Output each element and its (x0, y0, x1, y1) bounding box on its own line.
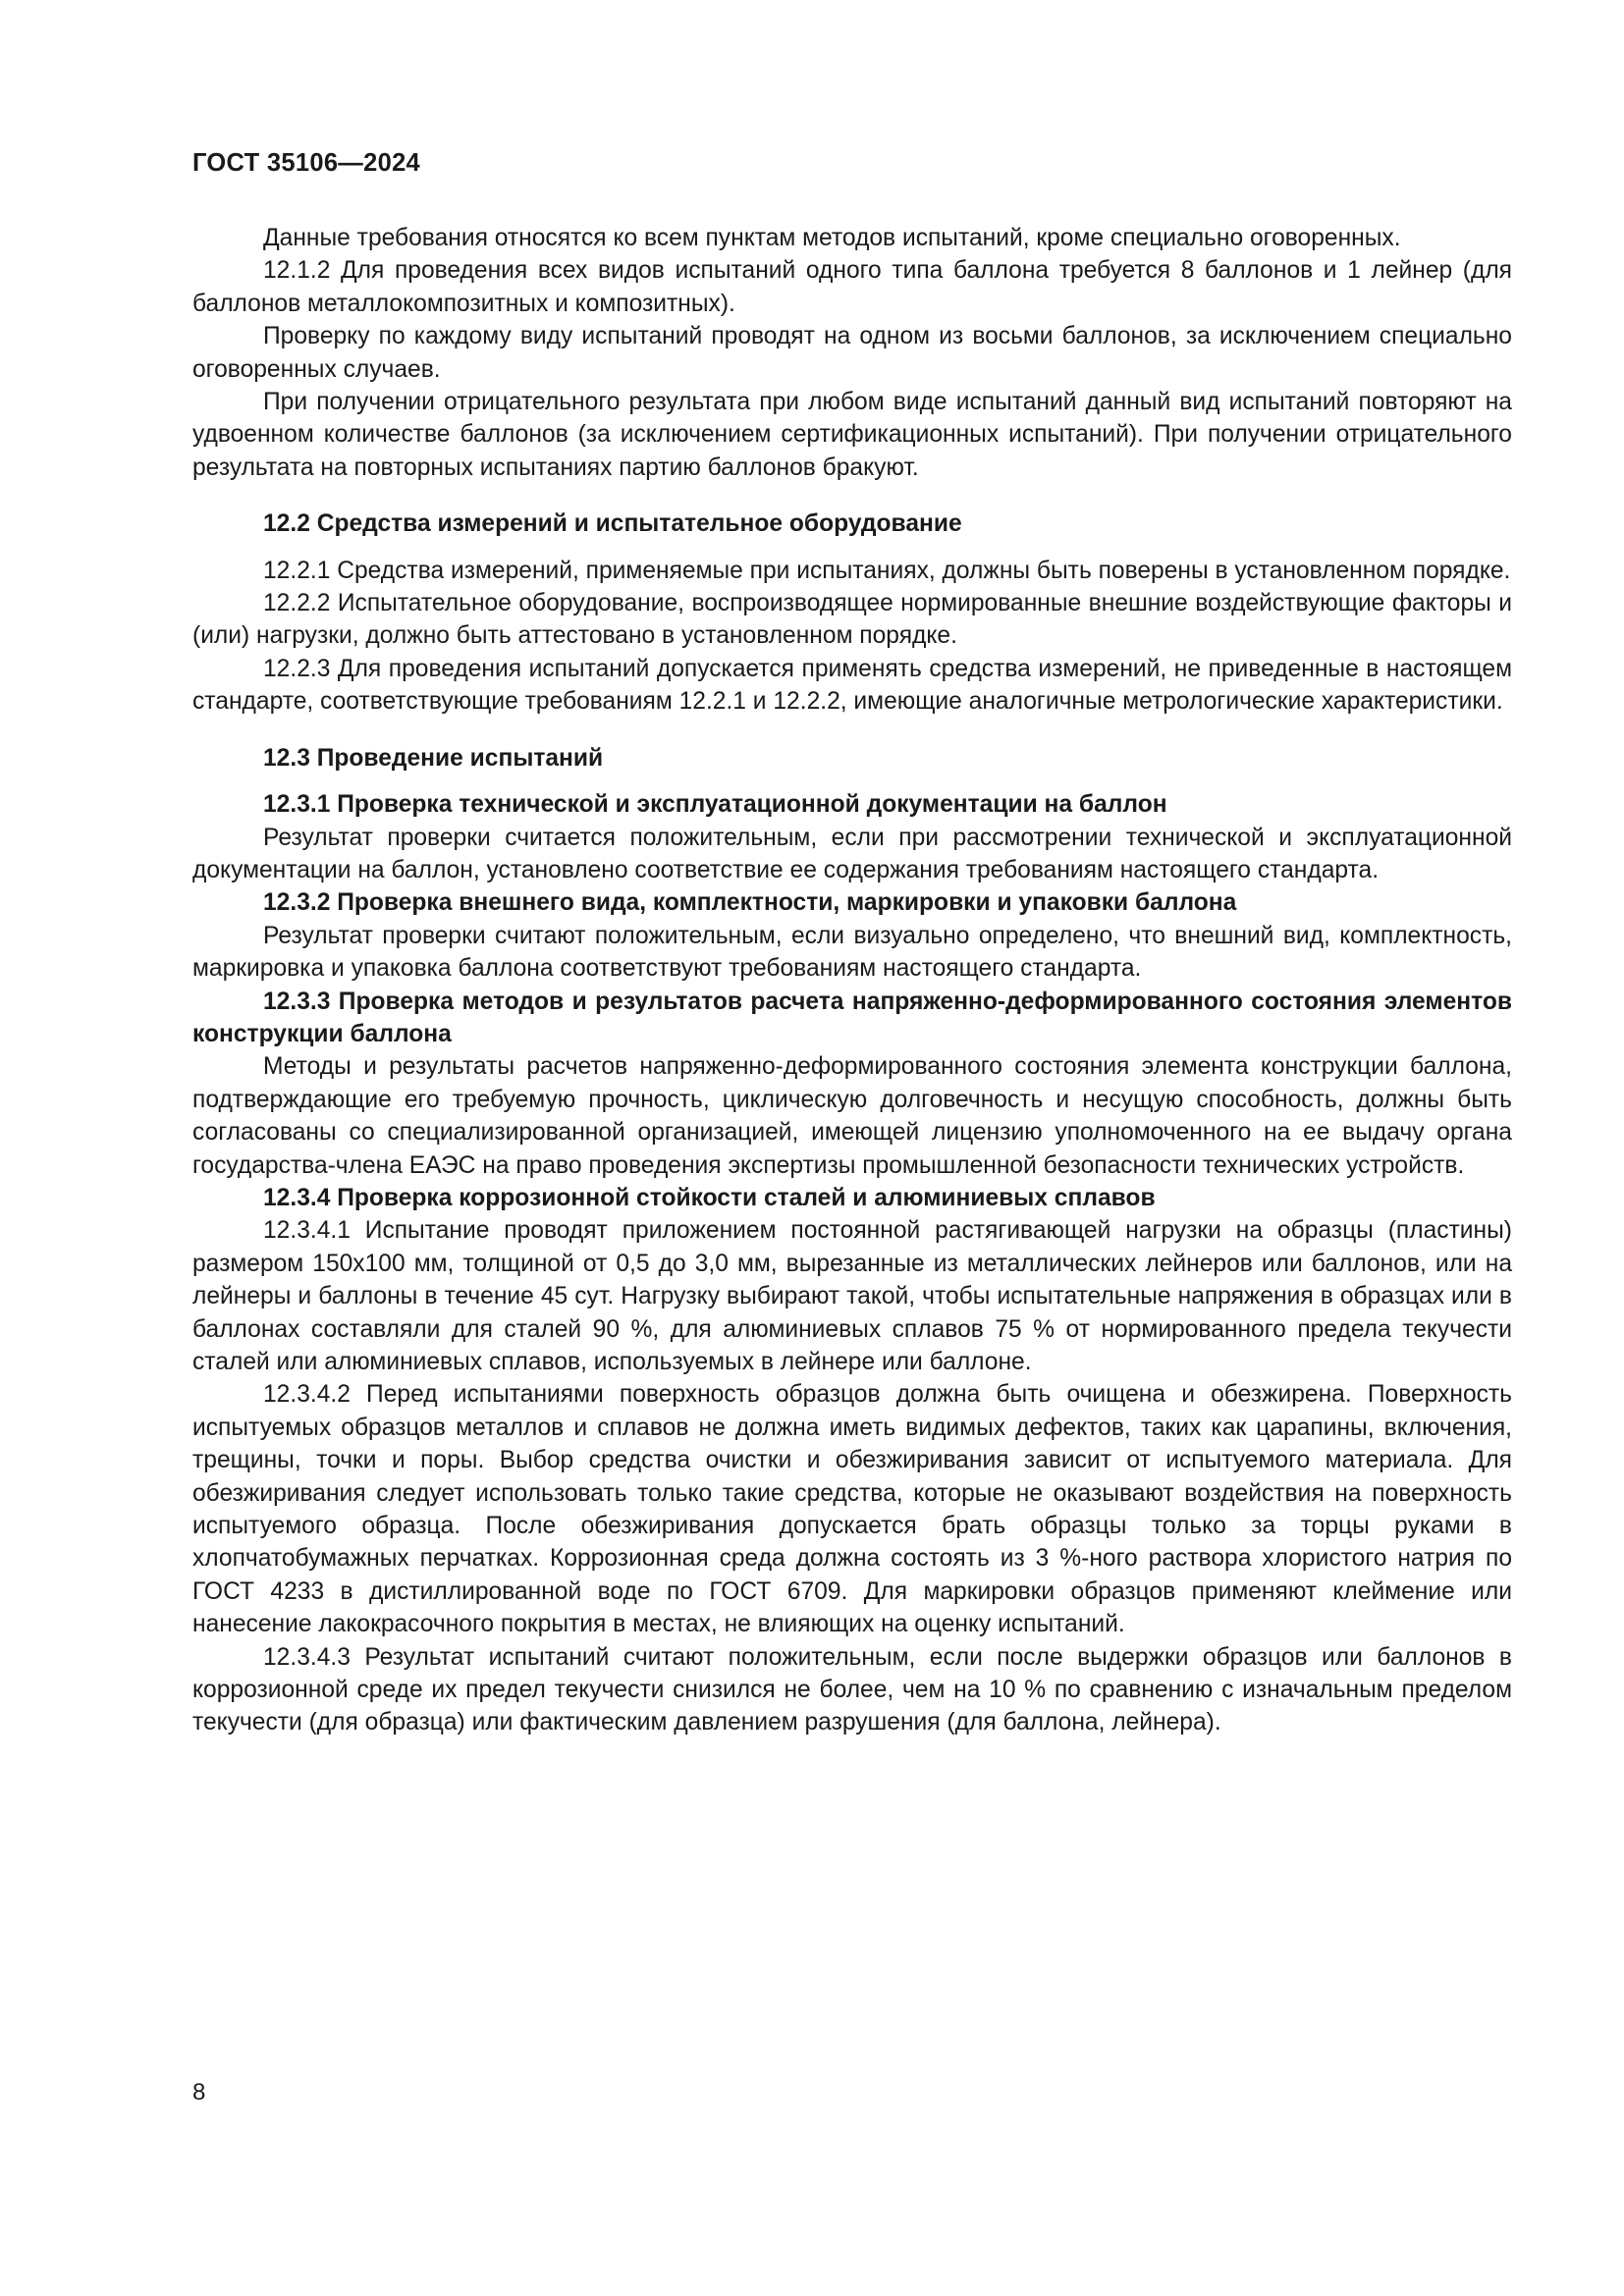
subsection-heading-12-3-2: 12.3.2 Проверка внешнего вида, комплектности, маркировки и упаковки баллона (263, 889, 1237, 917)
paragraph: 12.2.1 Средства измерений, применяемые при испытаниях, должны быть поверены в установленном порядке. (263, 557, 1511, 584)
subsection-heading-12-3-1: 12.3.1 Проверка технической и эксплуатационной документации на баллон (263, 791, 1167, 819)
document-body (192, 222, 1512, 1739)
paragraph: 12.3.4.1 Испытание проводят приложением постоянной растягивающей нагрузки на образцы (пластины) размером 150x100 мм, толщиной от 0,5 до 3,0 мм, вырезанные из металлических лейнеров или баллонов, или на лейнеры и баллоны в течение 45 сут. Нагрузку выбирают такой, чтобы испытательные напряжения в образцах или в баллонах составляли для сталей 90 %, для алюминиевых сплавов 75 % от нормированного предела текучести сталей или алюминиевых сплавов, используемых в лейнере или баллоне. (192, 1217, 1512, 1375)
page-number: 8 (192, 2079, 206, 2106)
paragraph: 12.3.4.3 Результат испытаний считают положительным, если после выдержки образцов или баллонов в коррозионной среде их предел текучести снизился не более, чем на 10 % по сравнению с изначальным пределом текучести (для образца) или фактическим давлением разрушения (для баллона, лейнера). (192, 1643, 1512, 1736)
section-heading-12-2: 12.2 Средства измерений и испытательное оборудование (263, 510, 962, 538)
paragraph: 12.1.2 Для проведения всех видов испытаний одного типа баллона требуется 8 баллонов и 1 лейнер (для баллонов металлокомпозитных и композитных). (192, 257, 1512, 317)
paragraph: Методы и результаты расчетов напряженно-деформированного состояния элемента конструкции баллона, подтверждающие его требуемую прочность, циклическую долговечность и несущую способность, должны быть согласованы со специализированной организацией, имеющей лицензию уполномоченного на ее выдачу органа государства-члена ЕАЭС на право проведения экспертизы промышленной безопасности технических устройств. (192, 1053, 1512, 1179)
subsection-heading-12-3-4: 12.3.4 Проверка коррозионной стойкости сталей и алюминиевых сплавов (263, 1184, 1156, 1211)
paragraph: Результат проверки считают положительным, если визуально определено, что внешний вид, комплектность, маркировка и упаковка баллона соответствуют требованиям настоящего стандарта. (192, 922, 1512, 983)
paragraph: Данные требования относятся ко всем пунктам методов испытаний, кроме специально оговоренных. (263, 225, 1401, 251)
paragraph: При получении отрицательного результата при любом виде испытаний данный вид испытаний повторяют на удвоенном количестве баллонов (за исключением сертификационных испытаний). При получении отрицательного результата на повторных испытаниях партию баллонов бракуют. (192, 389, 1512, 481)
paragraph: Проверку по каждому виду испытаний проводят на одном из восьми баллонов, за исключением специально оговоренных случаев. (192, 323, 1512, 383)
document-header: ГОСТ 35106—2024 (192, 149, 421, 177)
paragraph: 12.2.2 Испытательное оборудование, воспроизводящее нормированные внешние воздействующие факторы и (или) нагрузки, должно быть аттестовано в установленном порядке. (192, 590, 1512, 650)
paragraph: 12.3.4.2 Перед испытаниями поверхность образцов должна быть очищена и обезжирена. Поверхность испытуемых образцов металлов и сплавов не должна иметь видимых дефектов, таких как царапины, включения, трещины, точки и поры. Выбор средства очистки и обезжиривания зависит от испытуемого материала. Для обезжиривания следует использовать только такие средства, которые не оказывают воздействия на поверхность испытуемого образца. После обезжиривания допускается брать образцы только за торцы руками в хлопчатобумажных перчатках. Коррозионная среда должна состоять из 3 %-ного раствора хлористого натрия по ГОСТ 4233 в дистиллированной воде по ГОСТ 6709. Для маркировки образцов применяют клеймение или нанесение лакокрасочного покрытия в местах, не влияющих на оценку испытаний. (192, 1381, 1512, 1638)
paragraph: 12.2.3 Для проведения испытаний допускается применять средства измерений, не приведенные в настоящем стандарте, соответствующие требованиям 12.2.1 и 12.2.2, имеющие аналогичные метрологические характеристики. (192, 655, 1512, 716)
section-heading-12-3: 12.3 Проведение испытаний (263, 744, 604, 772)
paragraph: Результат проверки считается положительным, если при рассмотрении технической и эксплуатационной документации на баллон, установлено соответствие ее содержания требованиям настоящего стандарта. (192, 824, 1512, 883)
subsection-heading-12-3-3: 12.3.3 Проверка методов и результатов расчета напряженно-деформированного состояния элементов конструкции баллона (192, 988, 1512, 1047)
